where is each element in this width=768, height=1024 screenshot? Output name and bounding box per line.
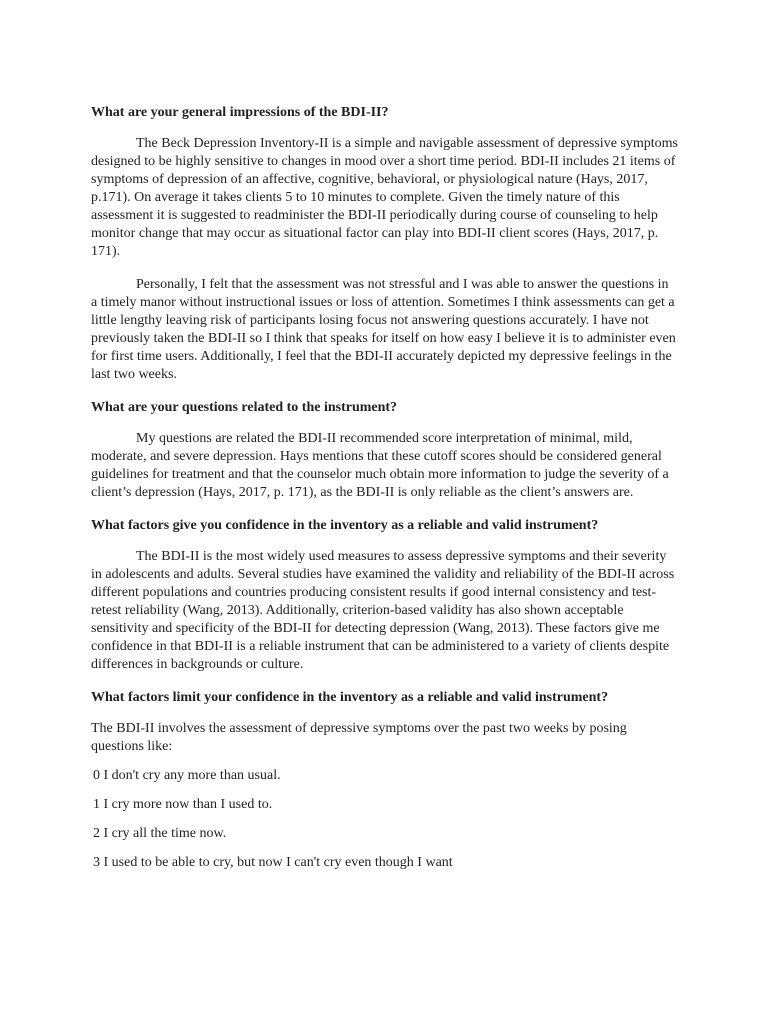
section-heading: What are your questions related to the instrument?	[91, 400, 398, 415]
list-item: 0 I don't cry any more than usual.	[93, 768, 281, 783]
section-heading: What are your general impressions of the BDI-II?	[91, 105, 389, 120]
paragraph: My questions are related the BDI-II recommended score interpretation of minimal, mild, moderate, and severe depression. Hays mentions that these cutoff scores should be considered general guidelines for treatment and that the counselor much obtain more information to judge the severity of a client’s depression (Hays, 2017, p. 171), as the BDI-II is only reliable as the client’s answers are.	[91, 431, 669, 500]
section-limiting-factors	[91, 689, 678, 872]
paragraph: The BDI-II is the most widely used measures to assess depressive symptoms and their severity in adolescents and adults. Several studies have examined the validity and reliability of the BDI-II across different populations and countries producing consistent results if good internal consistency and test-retest reliability (Wang, 2013). Additionally, criterion-based validity has also shown acceptable sensitivity and specificity of the BDI-II for detecting depression (Wang, 2013). These factors give me confidence in that BDI-II is a reliable instrument that can be administered to a variety of clients despite differences in backgrounds or culture.	[91, 549, 675, 672]
section-confidence-factors	[91, 517, 678, 674]
section-heading: What factors give you confidence in the inventory as a reliable and valid instrument?	[91, 518, 599, 533]
paragraph-intro: The BDI-II involves the assessment of depressive symptoms over the past two weeks by posing questions like:	[91, 721, 627, 754]
section-questions	[91, 399, 678, 502]
section-heading: What factors limit your confidence in the inventory as a reliable and valid instrument?	[91, 690, 609, 705]
list-item: 2 I cry all the time now.	[93, 826, 227, 841]
list-item: 3 I used to be able to cry, but now I can't cry even though I want	[93, 855, 453, 870]
paragraph: Personally, I felt that the assessment was not stressful and I was able to answer the questions in a timely manor without instructional issues or loss of attention. Sometimes I think assessments can get a little lengthy leaving risk of participants losing focus not answering questions accurately. I have not previously taken the BDI-II so I think that speaks for itself on how easy I believe it is to administer even for first time users. Additionally, I feel that the BDI-II accurately depicted my depressive feelings in the last two weeks.	[91, 277, 676, 382]
section-general-impressions	[91, 104, 678, 384]
paragraph: The Beck Depression Inventory-II is a simple and navigable assessment of depressive symptoms designed to be highly sensitive to changes in mood over a short time period. BDI-II includes 21 items of symptoms of depression of an affective, cognitive, behavioral, or physiological nature (Hays, 2017, p.171). On average it takes clients 5 to 10 minutes to complete. Given the timely nature of this assessment it is suggested to readminister the BDI-II periodically during course of counseling to help monitor change that may occur as situational factor can play into BDI-II client scores (Hays, 2017, p. 171).	[91, 136, 678, 259]
list-item: 1 I cry more now than I used to.	[93, 797, 273, 812]
